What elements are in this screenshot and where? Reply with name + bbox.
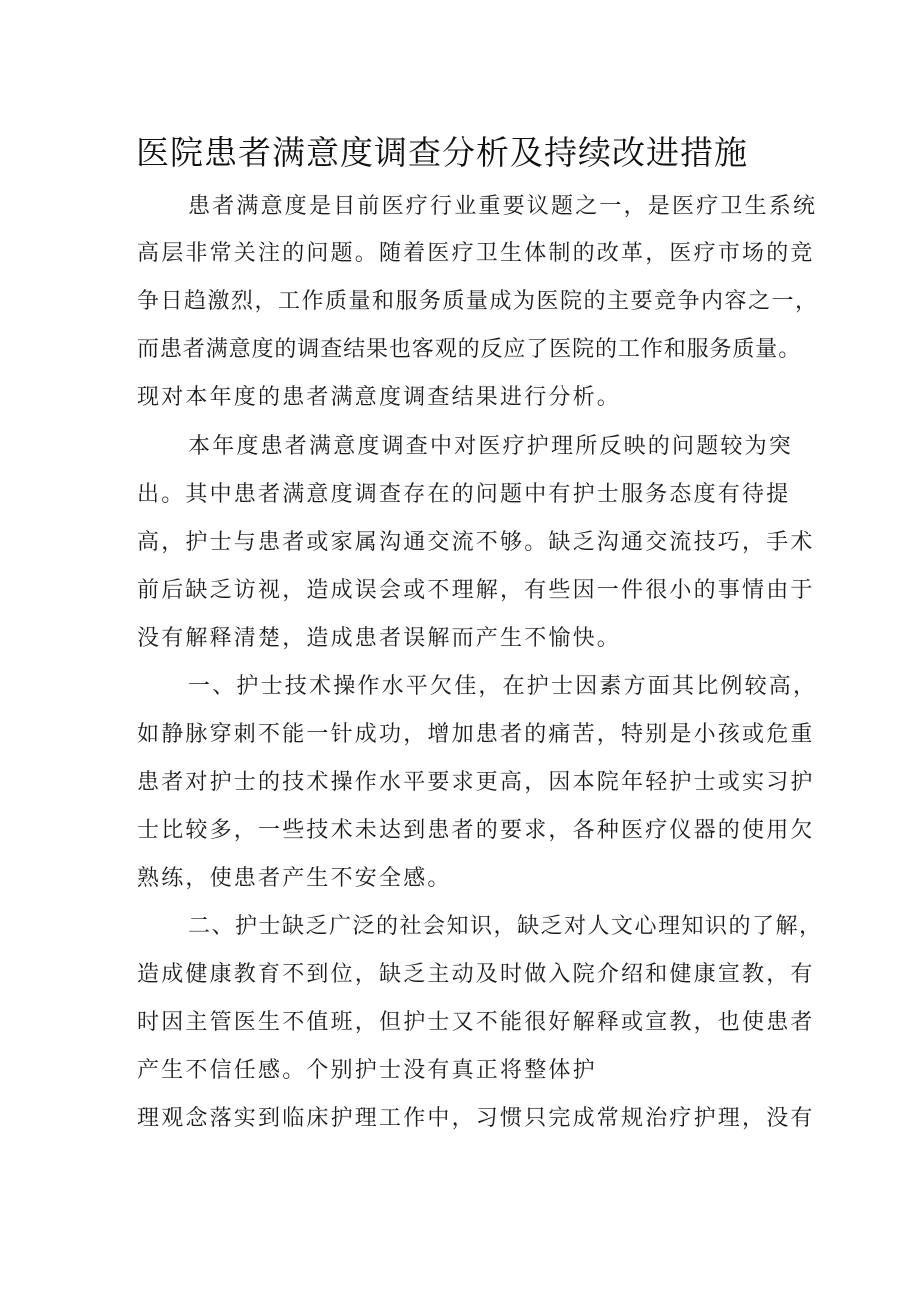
paragraph-2-line-1: 本年度患者满意度调查中对医疗护理所反映的问题较为突 bbox=[188, 434, 794, 459]
paragraph-1-line-3: 争日趋激烈，工作质量和服务质量成为医院的主要竞争内容之一， bbox=[137, 289, 819, 314]
paragraph-2-line-5: 没有解释清楚，造成患者误解而产生不愉快。 bbox=[137, 626, 622, 651]
paragraph-2-line-4: 前后缺乏访视，造成误会或不理解，有些因一件很小的事情由于 bbox=[137, 578, 815, 603]
paragraph-3-line-2: 如静脉穿刺不能一针成功，增加患者的痛苦，特别是小孩或危重 bbox=[137, 722, 815, 747]
paragraph-3-line-4: 士比较多，一些技术未达到患者的要求，各种医疗仪器的使用欠 bbox=[137, 818, 815, 843]
paragraph-1-line-2: 高层非常关注的问题。随着医疗卫生体制的改革，医疗市场的竞 bbox=[137, 241, 815, 266]
paragraph-4-line-4: 产生不信任感。个别护士没有真正将整体护 bbox=[137, 1058, 597, 1083]
paragraph-4-line-2: 造成健康教育不到位，缺乏主动及时做入院介绍和健康宣教，有 bbox=[137, 962, 815, 987]
paragraph-1-line-4: 而患者满意度的调查结果也客观的反应了医院的工作和服务质量。 bbox=[137, 337, 802, 362]
paragraph-3-line-3: 患者对护士的技术操作水平要求更高，因本院年轻护士或实习护 bbox=[137, 770, 815, 795]
paragraph-3-line-5: 熟练，使患者产生不安全感。 bbox=[137, 866, 452, 891]
paragraph-4-line-5: 理观念落实到临床护理工作中，习惯只完成常规治疗护理，没有 bbox=[137, 1106, 815, 1131]
paragraph-2-line-2: 出。其中患者满意度调查存在的问题中有护士服务态度有待提 bbox=[137, 482, 791, 507]
document-title: 医院患者满意度调查分析及持续改进措施 bbox=[136, 133, 748, 172]
paragraph-4-line-1: 二、护士缺乏广泛的社会知识，缺乏对人文心理知识的了解， bbox=[188, 914, 823, 939]
paragraph-1-line-5: 现对本年度的患者满意度调查结果进行分析。 bbox=[137, 385, 622, 410]
paragraph-1-line-1: 患者满意度是目前医疗行业重要议题之一，是医疗卫生系统 bbox=[188, 194, 818, 219]
paragraph-2-line-3: 高，护士与患者或家属沟通交流不够。缺乏沟通交流技巧，手术 bbox=[137, 530, 815, 555]
paragraph-3-line-1: 一、护士技术操作水平欠佳，在护士因素方面其比例较高， bbox=[188, 674, 818, 699]
paragraph-4-line-3: 时因主管医生不值班，但护士又不能很好解释或宣教，也使患者 bbox=[137, 1010, 815, 1035]
